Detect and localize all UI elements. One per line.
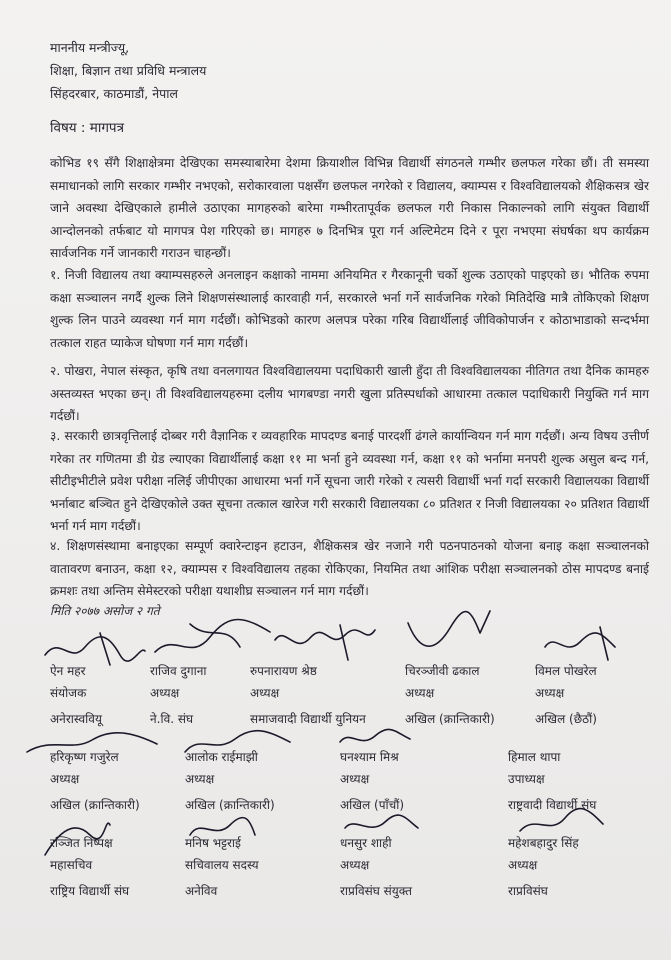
- signatory-org: ने.वि. संघ: [150, 712, 194, 726]
- signatory-name: राजिव दुगाना: [150, 664, 207, 678]
- demand-2-paragraph: २. पोखरा, नेपाल संस्कृत, कृषि तथा वनलगायत विश्वविद्यालयमा पदाधिकारी खाली हुँदा ती विश्वविद्यालयका नीतिगत तथा दैनिक कामहरु अस्तव्यस्त भएका छन्। ती विश्वविद्यालयहरुमा दलीय भागबण्डा नगरी खुला प्रतिस्पर्धाको आधारमा तत्काल पदाधिकारी नियुक्ति गर्न माग गर्दछौं।: [50, 364, 649, 423]
- signatory-org: अखिल (क्रान्तिकारी): [185, 798, 275, 812]
- signatory-org: अनेरास्ववियू: [50, 712, 102, 726]
- signatory-5: [535, 660, 597, 730]
- signatory-role: महासचिव: [50, 858, 93, 872]
- signatory-org: राप्रविसंघ संयुक्त: [340, 884, 412, 898]
- signatory-name: मनिष भट्टराई: [185, 836, 241, 850]
- signatory-org: अखिल (छैठौं): [535, 712, 597, 726]
- signatory-role: अध्यक्ष: [535, 686, 565, 700]
- signatory-org: अखिल (पाँचौं): [340, 798, 405, 812]
- signatory-1: [50, 660, 102, 730]
- signatory-2: [150, 660, 207, 730]
- signatory-name: रुपनारायण श्रेष्ठ: [250, 664, 317, 678]
- signature-scribble-3: [270, 620, 380, 665]
- signatory-12: [340, 832, 412, 902]
- signatory-role: उपाध्यक्ष: [508, 772, 545, 786]
- signature-scribble-2: [150, 612, 280, 667]
- signatory-10: [50, 832, 129, 902]
- signatory-name: ऐन महर: [50, 664, 86, 678]
- address-line-2: शिक्षा, बिज्ञान तथा प्रविधि मन्त्रालय: [50, 63, 207, 78]
- signatory-name: हिमाल थापा: [508, 750, 561, 764]
- signatory-role: अध्यक्ष: [250, 686, 280, 700]
- signatory-org: राष्ट्रवादी विद्यार्थी संघ: [508, 798, 597, 812]
- signatory-name: आलोक राईमाझी: [185, 750, 258, 764]
- signatory-4: [405, 660, 495, 730]
- signatory-role: अध्यक्ष: [340, 772, 370, 786]
- address-line-3: सिंहदरबार, काठमाडौं, नेपाल: [50, 86, 178, 101]
- subject-line: विषय : मागपत्र: [50, 120, 125, 136]
- signatory-role: अध्यक्ष: [405, 686, 435, 700]
- signatory-org: राप्रविसंघ: [508, 884, 548, 898]
- signatory-org: समाजवादी विद्यार्थी युनियन: [250, 712, 366, 726]
- signatory-11: [185, 832, 259, 902]
- signatory-3: [250, 660, 366, 730]
- signatory-name: हरिकृष्ण गजुरेल: [50, 750, 119, 764]
- signatory-org: राष्ट्रिय विद्यार्थी संघ: [50, 884, 130, 898]
- signatory-name: चिरञ्जीवी ढकाल: [405, 664, 480, 678]
- intro-paragraph: कोभिड १९ सँगै शिक्षाक्षेत्रमा देखिएका समस्याबारेमा देशमा क्रियाशील विभिन्न विद्यार्थी संगठनले गम्भीर छलफल गरेका छौं। ती समस्या समाधानको लागि सरकार गम्भीर नभएको, सरोकारवाला पक्षसँग छलफल नगरेको र विद्यालय, क्याम्पस र विश्वविद्यालयको शैक्षिकसत्र खेर जाने अवस्था देखिएकाले हामीले उठाएका मागहरुको बारेमा गम्भीरतापूर्वक छलफल गरी निकास निकाल्नको लागि संयुक्त विद्यार्थी आन्दोलनको तर्फबाट यो मागपत्र पेश गरिएको छ। मागहरु ७ दिनभित्र पूरा गर्न अल्टिमेटम दिने र पूरा नभएमा संघर्षका थप कार्यक्रम सार्वजनिक गर्ने जानकारी गराउन चाहन्छौं।: [50, 156, 649, 260]
- date-line: मिति २०७७ असोज २ गते: [50, 604, 160, 618]
- signatory-role: सचिवालय सदस्य: [185, 858, 259, 872]
- signatory-name: धनसुर शाही: [340, 836, 392, 850]
- demand-3-paragraph: ३. सरकारी छात्रवृत्तिलाई दोब्बर गरी वैज्ञानिक र व्यवहारिक मापदण्ड बनाई पारदर्शी ढंगले कार्यान्वियन गर्न माग गर्दछौं। अन्य विषय उत्तीर्ण गरेका तर गणितमा डी ग्रेड ल्याएका विद्यार्थीलाई कक्षा ११ मा भर्ना हुने व्यवस्था गर्न, कक्षा ११ को भर्नामा मनपरी शुल्क असुल बन्द गर्न, सीटीइभीटीले प्रवेश परीक्षा नलिई जीपीएका आधारमा भर्ना गर्ने सूचना जारी गरेको र त्यसरी विद्यार्थी भर्ना गर्दा सरकारी विद्यालयका विद्यार्थी भर्नाबाट बञ्चित हुने देखिएकोले उक्त सूचना तत्काल खारेज गरी सरकारी विद्यालयका ८० प्रतिशत र निजी विद्यालयका २० प्रतिशत विद्यार्थी भर्ना गर्न माग गर्दछौं।: [50, 429, 649, 533]
- address-block: [50, 36, 206, 105]
- signatory-name: रञ्जित निष्पक्ष: [50, 836, 113, 850]
- address-line-1: माननीय मन्त्रीज्यू,: [50, 40, 130, 55]
- signature-scribble-4: [400, 603, 500, 663]
- signatory-name: महेशबहादुर सिंह: [508, 836, 579, 850]
- signatory-role: संयोजक: [50, 686, 87, 700]
- demand-1-paragraph: १. निजी विद्यालय तथा क्याम्पसहरुले अनलाइन कक्षाको नाममा अनियमित र गैरकानूनी चर्को शुल्क उठाएको पाइएको छ। भौतिक रुपमा कक्षा सञ्चालन नगर्दै शुल्क लिने शिक्षणसंस्थालाई कारवाही गर्न, सरकारले भर्ना गर्ने सार्वजनिक गरेको मितिदेखि मात्रै तोकिएको शिक्षण शुल्क लिन पाउने व्यवस्था गर्न माग गर्दछौं। कोभिडको कारण अलपत्र परेका गरिब विद्यार्थीलाई जीविकोपार्जन र कोठाभाडाको सन्दर्भमा तत्काल राहत प्याकेज घोषणा गर्न माग गर्दछौं।: [50, 268, 649, 350]
- signatory-role: अध्यक्ष: [508, 858, 538, 872]
- signatory-7: [185, 746, 275, 816]
- signatory-name: विमल पोखरेल: [535, 664, 597, 678]
- signatory-name: घनश्याम मिश्र: [340, 750, 399, 764]
- signatory-org: अनेविव: [185, 884, 218, 898]
- signatory-org: अखिल (क्रान्तिकारी): [50, 798, 140, 812]
- signatory-13: [508, 832, 579, 902]
- signatory-role: अध्यक्ष: [185, 772, 215, 786]
- signatory-8: [340, 746, 404, 816]
- signatory-org: अखिल (क्रान्तिकारी): [405, 712, 495, 726]
- signatory-6: [50, 746, 140, 816]
- signatory-role: अध्यक्ष: [50, 772, 80, 786]
- signatory-role: अध्यक्ष: [150, 686, 180, 700]
- demand-4-paragraph: ४. शिक्षणसंस्थामा बनाइएका सम्पूर्ण क्वारेन्टाइन हटाउन, शैक्षिकसत्र खेर नजाने गरी पठनपाठनको योजना बनाइ कक्षा सञ्चालनको वातावरण बनाउन, कक्षा १२, क्याम्पस र विश्वविद्यालय तहका रोकिएका, नियमित तथा आंशिक परीक्षा सञ्चालनको ठोस मापदण्ड बनाई क्रमशः तथा अन्तिम सेमेस्टरको परीक्षा यथाशीघ्र सञ्चालन गर्न माग गर्दछौं।: [50, 539, 649, 598]
- signatory-role: अध्यक्ष: [340, 858, 370, 872]
- signatory-9: [508, 746, 596, 816]
